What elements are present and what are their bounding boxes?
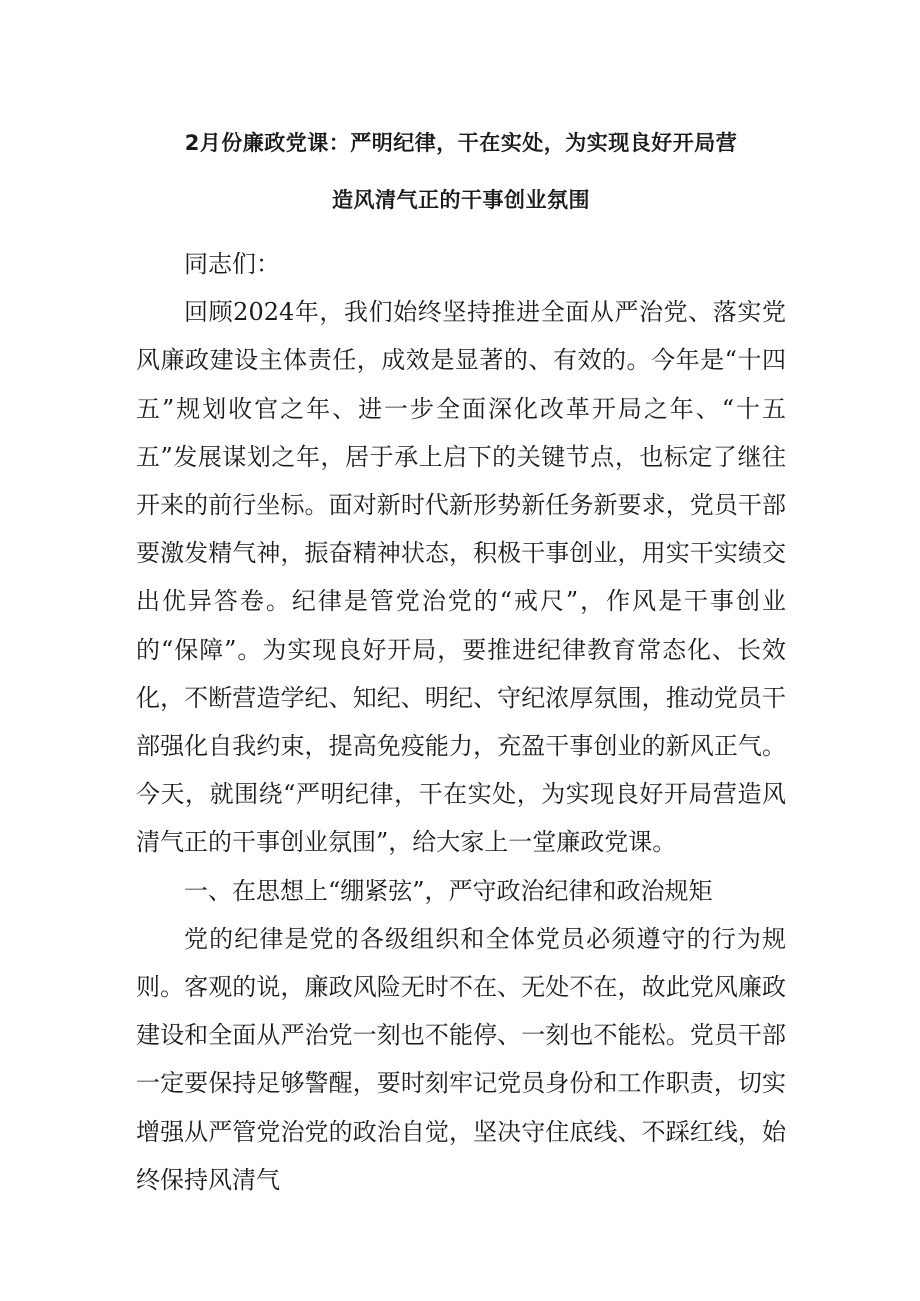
document-title-line-1: 2月份廉政党课：严明纪律，干在实处，为实现良好开局营 xyxy=(184,131,738,155)
document-body xyxy=(136,240,786,1204)
paragraph-2: 党的纪律是党的各级组织和全体党员必须遵守的行为规则。客观的说，廉政风险无时不在、无处不在，故此党风廉政建设和全面从严治党一刻也不能停、一刻也不能松。党员干部一定要保持足够警醒，要时刻牢记党员身份和工作职责，切实增强从严管党治党的政治自觉，坚决守住底线、不踩红线，始终保持风清气 xyxy=(136,924,786,1194)
section-heading-1: 一、在思想上“绷紧弦”，严守政治纪律和政治规矩 xyxy=(184,876,713,905)
document-title-line-2: 造风清气正的干事创业氛围 xyxy=(332,188,590,212)
paragraph-1: 回顾2024年，我们始终坚持推进全面从严治党、落实党风廉政建设主体责任，成效是显著的、有效的。今年是“十四五”规划收官之年、进一步全面深化改革开局之年、“十五五”发展谋划之年，居于承上启下的关键节点，也标定了继往开来的前行坐标。面对新时代新形势新任务新要求，党员干部要激发精气神，振奋精神状态，积极干事创业，用实干实绩交出优异答卷。纪律是管党治党的“戒尺”，作风是干事创业的“保障”。为实现良好开局，要推进纪律教育常态化、长效化，不断营造学纪、知纪、明纪、守纪浓厚氛围，推动党员干部强化自我约束，提高免疫能力，充盈干事创业的新风正气。今天，就围绕“严明纪律，干在实处，为实现良好开局营造风清气正的干事创业氛围”，给大家上一堂廉政党课。 xyxy=(136,298,786,857)
salutation: 同志们： xyxy=(184,250,280,278)
